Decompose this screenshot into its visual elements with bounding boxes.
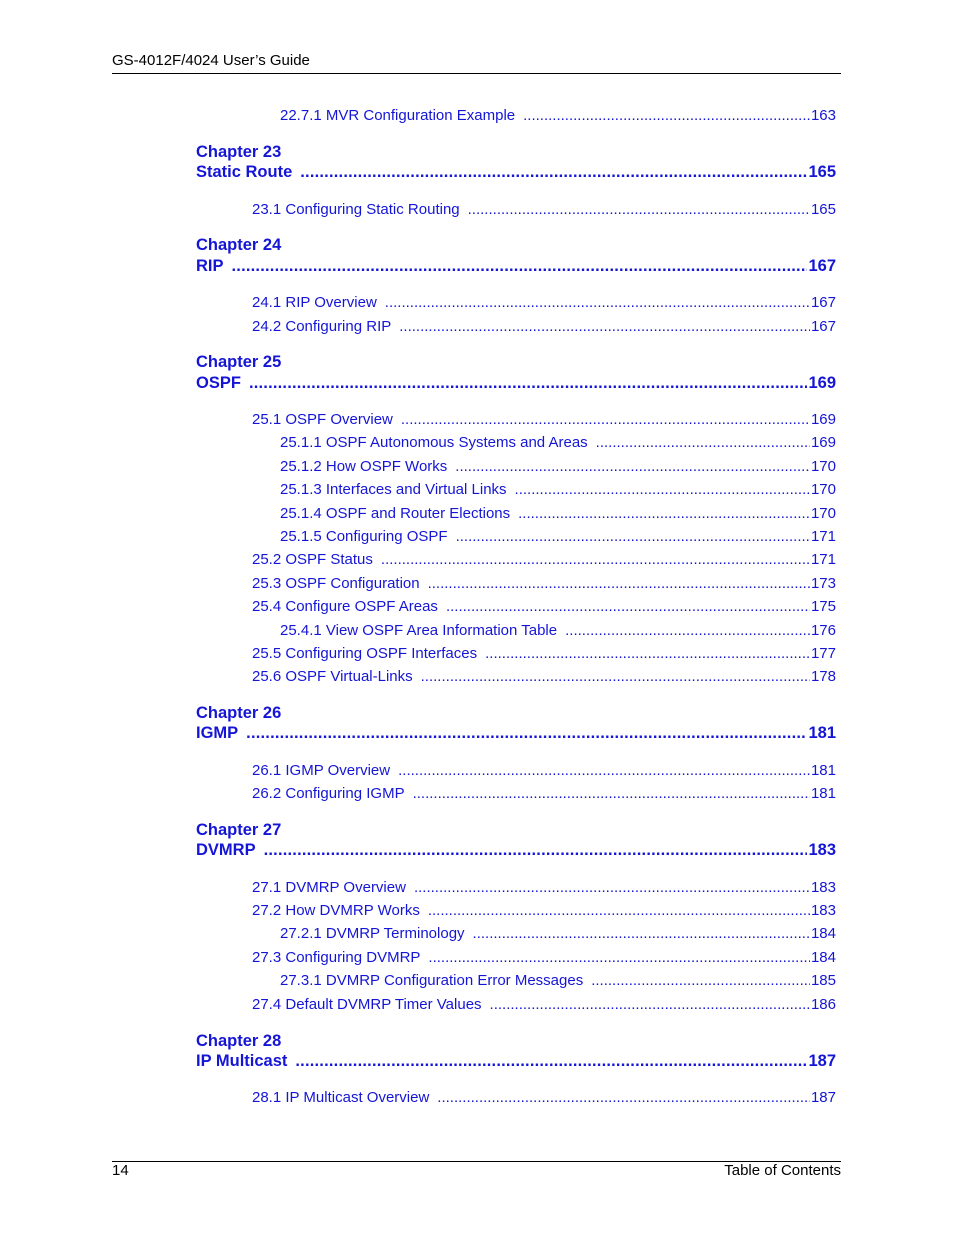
toc-entry[interactable] (280, 107, 836, 127)
toc-entry[interactable] (280, 481, 836, 501)
chapter-label[interactable]: Chapter 25 (196, 353, 282, 371)
dot-leader (401, 411, 810, 428)
toc-entry-page: 169 (810, 434, 836, 451)
toc-entry[interactable] (252, 902, 836, 922)
toc-entry-page: 187 (810, 1089, 836, 1106)
toc-entry-label: 27.3 Configuring DVMRP (252, 949, 421, 966)
section-name: Table of Contents (724, 1162, 841, 1179)
toc-entry-label: 25.1.2 How OSPF Works (280, 458, 448, 475)
chapter-title-entry[interactable] (196, 374, 836, 396)
toc-entry-label: 25.1 OSPF Overview (252, 411, 393, 428)
dot-leader (485, 645, 810, 662)
toc-entry[interactable] (252, 201, 836, 221)
toc-entry-page: 184 (810, 925, 836, 942)
toc-entry-label: 25.1.3 Interfaces and Virtual Links (280, 481, 507, 498)
toc-entry[interactable] (252, 949, 836, 969)
toc-entry-label: 22.7.1 MVR Configuration Example (280, 107, 516, 124)
toc-entry-label: 25.4 Configure OSPF Areas (252, 598, 438, 615)
toc-entry-page: 176 (810, 622, 836, 639)
dot-leader (381, 551, 810, 568)
dot-leader (523, 107, 810, 124)
toc-entry-page: 175 (810, 598, 836, 615)
dot-leader (398, 762, 810, 779)
toc-entry-label: 25.1.1 OSPF Autonomous Systems and Areas (280, 434, 588, 451)
toc-entry[interactable] (280, 972, 836, 992)
dot-leader (249, 374, 808, 393)
toc-entry-label: 26.1 IGMP Overview (252, 762, 391, 779)
chapter-page: 181 (808, 724, 836, 742)
chapter-page: 165 (808, 163, 836, 181)
toc-entry-label: 25.2 OSPF Status (252, 551, 373, 568)
dot-leader (300, 163, 807, 182)
toc-entry-page: 177 (810, 645, 836, 662)
toc-entry-page: 170 (810, 481, 836, 498)
page-number: 14 (112, 1162, 129, 1179)
toc-entry-label: 27.4 Default DVMRP Timer Values (252, 996, 482, 1013)
toc-entry[interactable] (252, 785, 836, 805)
toc-entry-page: 183 (810, 902, 836, 919)
chapter-title: DVMRP (196, 841, 256, 859)
dot-leader (596, 434, 810, 451)
chapter-title-entry[interactable] (196, 163, 836, 185)
header-rule (112, 73, 841, 74)
toc-entry-page: 167 (810, 294, 836, 311)
dot-leader (515, 481, 810, 498)
toc-entry-page: 181 (810, 762, 836, 779)
toc-entry[interactable] (252, 294, 836, 314)
dot-leader (468, 201, 810, 218)
toc-entry-label: 27.2.1 DVMRP Terminology (280, 925, 465, 942)
dot-leader (421, 668, 810, 685)
toc-entry[interactable] (252, 411, 836, 431)
toc-entry-page: 169 (810, 411, 836, 428)
dot-leader (295, 1052, 807, 1071)
dot-leader (264, 841, 808, 860)
toc-entry[interactable] (252, 318, 836, 338)
chapter-label[interactable]: Chapter 24 (196, 236, 282, 254)
toc-entry[interactable] (252, 996, 836, 1016)
toc-entry-label: 24.2 Configuring RIP (252, 318, 392, 335)
toc-entry-page: 186 (810, 996, 836, 1013)
dot-leader (518, 505, 810, 522)
toc-entry-label: 25.1.5 Configuring OSPF (280, 528, 448, 545)
dot-leader (565, 622, 810, 639)
chapter-label[interactable]: Chapter 28 (196, 1032, 282, 1050)
chapter-title: OSPF (196, 374, 241, 392)
chapter-title-entry[interactable] (196, 841, 836, 863)
toc-entry-page: 171 (810, 528, 836, 545)
toc-entry-page: 184 (810, 949, 836, 966)
toc-entry-label: 24.1 RIP Overview (252, 294, 377, 311)
toc-entry-label: 27.1 DVMRP Overview (252, 879, 406, 896)
toc-entry-page: 173 (810, 575, 836, 592)
toc-entry[interactable] (252, 668, 836, 688)
toc-entry[interactable] (252, 762, 836, 782)
dot-leader (437, 1089, 810, 1106)
dot-leader (591, 972, 810, 989)
dot-leader (455, 458, 810, 475)
document-title: GS-4012F/4024 User’s Guide (112, 52, 310, 69)
chapter-title-entry[interactable] (196, 1052, 836, 1074)
toc-entry-page: 170 (810, 505, 836, 522)
toc-entry-label: 27.3.1 DVMRP Configuration Error Messages (280, 972, 584, 989)
toc-entry[interactable] (280, 458, 836, 478)
toc-entry-label: 28.1 IP Multicast Overview (252, 1089, 430, 1106)
chapter-page: 183 (808, 841, 836, 859)
chapter-title: RIP (196, 257, 224, 275)
toc-entry-label: 25.6 OSPF Virtual-Links (252, 668, 413, 685)
toc-entry-page: 171 (810, 551, 836, 568)
chapter-page: 169 (808, 374, 836, 392)
toc-entry-page: 163 (810, 107, 836, 124)
chapter-title-entry[interactable] (196, 724, 836, 746)
toc-entry-page: 183 (810, 879, 836, 896)
toc-entry-label: 25.3 OSPF Configuration (252, 575, 420, 592)
toc-entry-label: 23.1 Configuring Static Routing (252, 201, 460, 218)
dot-leader (246, 724, 807, 743)
toc-entry-page: 167 (810, 318, 836, 335)
toc-entry-page: 170 (810, 458, 836, 475)
chapter-page: 187 (808, 1052, 836, 1070)
toc-entry[interactable] (280, 434, 836, 454)
toc-entry-label: 26.2 Configuring IGMP (252, 785, 405, 802)
toc-entry-label: 27.2 How DVMRP Works (252, 902, 420, 919)
toc-entry[interactable] (252, 1089, 836, 1109)
dot-leader (456, 528, 810, 545)
dot-leader (385, 294, 810, 311)
toc-entry[interactable] (252, 551, 836, 571)
dot-leader (232, 257, 808, 276)
toc-entry-page: 185 (810, 972, 836, 989)
toc-entry[interactable] (252, 879, 836, 899)
chapter-title: Static Route (196, 163, 293, 181)
dot-leader (428, 949, 810, 966)
toc-entry-label: 25.4.1 View OSPF Area Information Table (280, 622, 558, 639)
dot-leader (490, 996, 810, 1013)
chapter-title: IP Multicast (196, 1052, 288, 1070)
toc-entry[interactable] (252, 598, 836, 618)
chapter-label[interactable]: Chapter 23 (196, 143, 282, 161)
chapter-page: 167 (808, 257, 836, 275)
toc-entry[interactable] (280, 505, 836, 525)
toc-entry-page: 178 (810, 668, 836, 685)
chapter-title: IGMP (196, 724, 239, 742)
toc-entry-page: 165 (810, 201, 836, 218)
toc-entry[interactable] (280, 622, 836, 642)
chapter-label[interactable]: Chapter 26 (196, 704, 282, 722)
toc-entry[interactable] (280, 925, 836, 945)
toc-entry-page: 181 (810, 785, 836, 802)
chapter-label[interactable]: Chapter 27 (196, 821, 282, 839)
dot-leader (473, 925, 810, 942)
toc-entry[interactable] (252, 645, 836, 665)
dot-leader (428, 575, 810, 592)
dot-leader (428, 902, 810, 919)
dot-leader (414, 879, 810, 896)
toc-entry-label: 25.5 Configuring OSPF Interfaces (252, 645, 478, 662)
toc-entry[interactable] (252, 575, 836, 595)
dot-leader (413, 785, 810, 802)
toc-entry-label: 25.1.4 OSPF and Router Elections (280, 505, 511, 522)
dot-leader (446, 598, 810, 615)
chapter-title-entry[interactable] (196, 257, 836, 279)
toc-entry[interactable] (280, 528, 836, 548)
dot-leader (399, 318, 810, 335)
